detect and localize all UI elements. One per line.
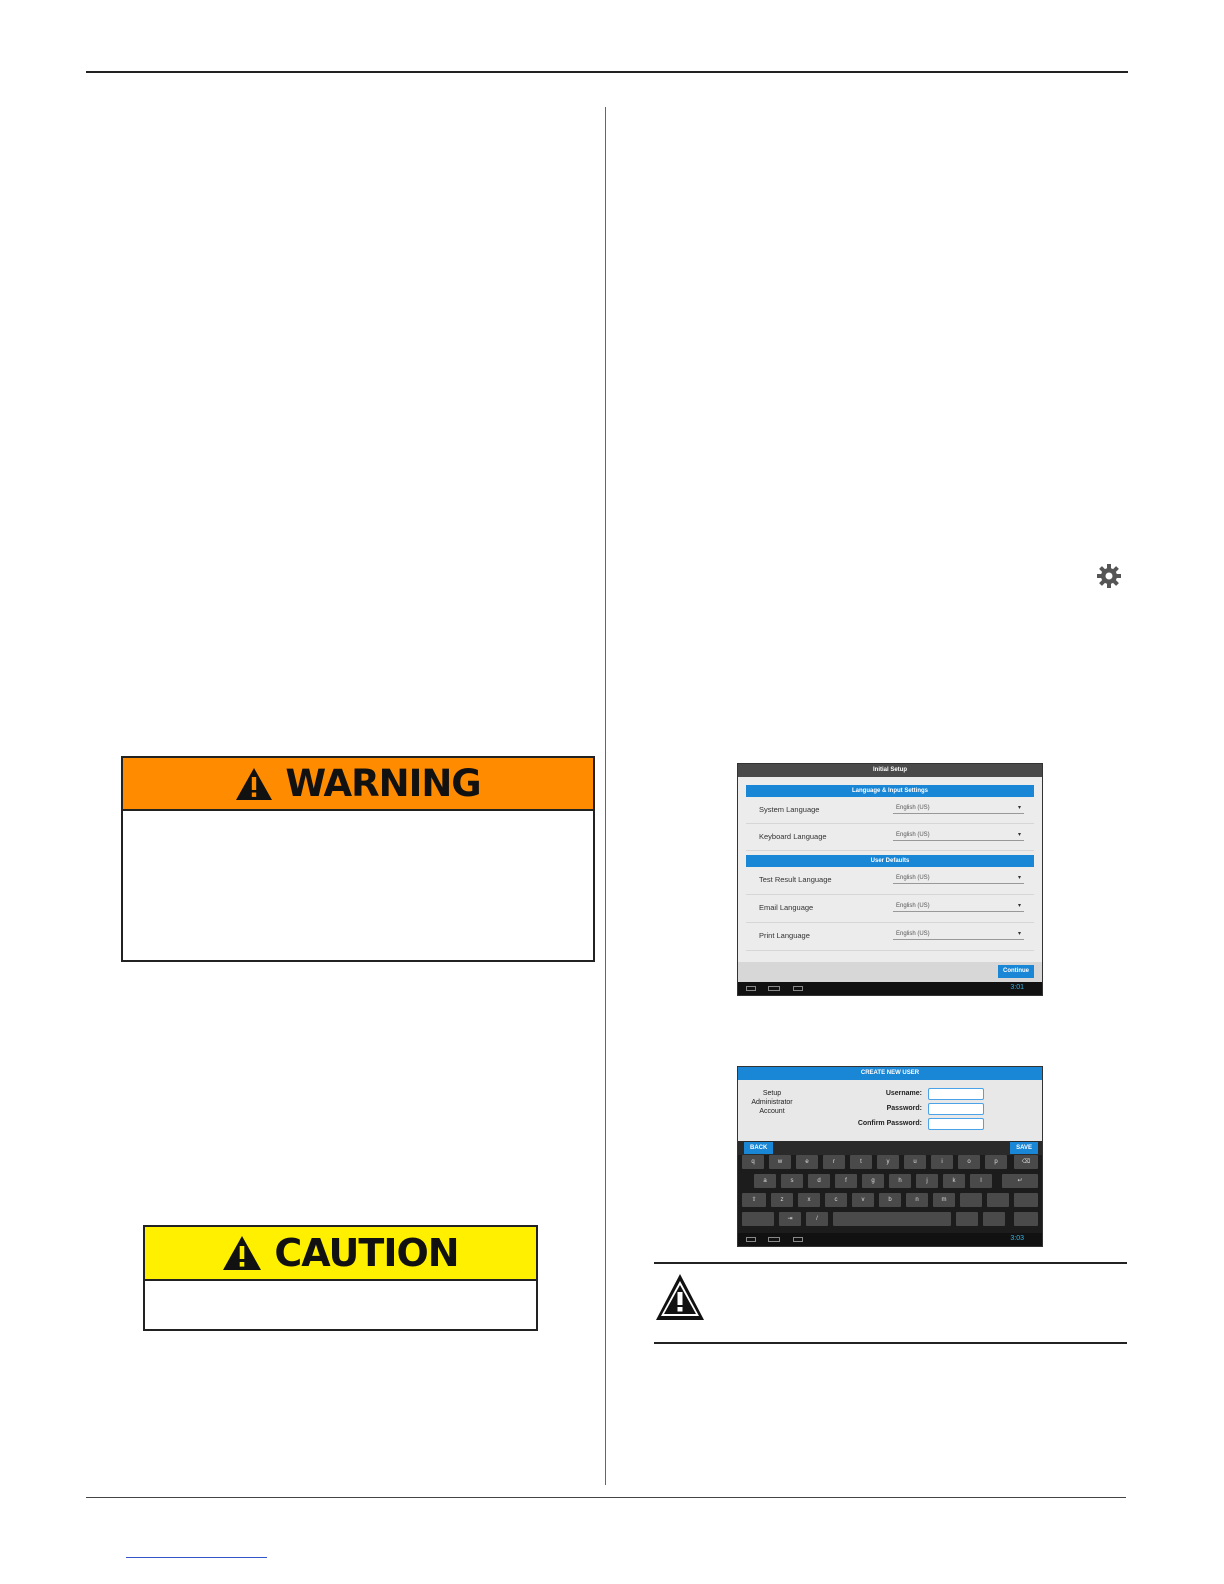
caution-triangle-icon [222,1235,262,1271]
keyboard-hide-icon[interactable] [746,1237,756,1242]
on-screen-keyboard [738,1155,1042,1235]
keyboard-key[interactable]: z [771,1193,793,1207]
setting-row [746,923,1034,951]
password-label: Password: [886,1105,922,1112]
home-nav-icon[interactable] [768,1237,780,1242]
setting-label: System Language [759,805,820,814]
warning-box [121,756,595,962]
gear-icon [1096,563,1122,589]
keyboard-key[interactable]: a [754,1174,776,1188]
keyboard-key[interactable]: s [781,1174,803,1188]
recent-apps-icon[interactable] [793,986,803,991]
caution-triangle-icon [654,1272,706,1322]
keyboard-key[interactable] [960,1193,982,1207]
initial-setup-screenshot [737,763,1043,996]
note-bottom-rule [654,1342,1127,1344]
keyboard-key[interactable]: j [916,1174,938,1188]
setting-label: Keyboard Language [759,832,827,841]
setting-label: Print Language [759,931,810,940]
language-select[interactable]: English (US) ▾ [893,830,1024,841]
keyboard-key[interactable]: h [889,1174,911,1188]
header-rule [86,71,1128,73]
warning-triangle-icon [235,767,273,801]
language-select[interactable]: English (US) ▾ [893,929,1024,940]
keyboard-key[interactable]: e [796,1155,818,1169]
user-defaults-band: User Defaults [746,855,1034,867]
keyboard-key[interactable]: o [958,1155,980,1169]
password-input[interactable] [928,1103,984,1115]
space-key[interactable] [833,1212,951,1226]
recent-apps-icon[interactable] [793,1237,803,1242]
setting-row [746,824,1034,851]
setting-row [746,797,1034,824]
shift-key[interactable]: ⇧ [742,1193,766,1207]
keyboard-key[interactable]: n [906,1193,928,1207]
caution-box [143,1225,538,1331]
keyboard-key[interactable]: i [931,1155,953,1169]
keyboard-key[interactable]: r [823,1155,845,1169]
create-user-screenshot [737,1066,1043,1247]
username-input[interactable] [928,1088,984,1100]
keyboard-key[interactable]: g [862,1174,884,1188]
home-nav-icon[interactable] [768,986,780,991]
keyboard-key[interactable]: p [985,1155,1007,1169]
setting-label: Email Language [759,903,814,912]
save-button[interactable]: SAVE [1010,1142,1038,1154]
confirm-password-input[interactable] [928,1118,984,1130]
keyboard-key[interactable] [983,1212,1005,1226]
keyboard-key[interactable]: y [877,1155,899,1169]
keyboard-key[interactable]: f [835,1174,857,1188]
confirm-password-label: Confirm Password: [857,1120,922,1127]
keyboard-key[interactable]: u [904,1155,926,1169]
keyboard-key[interactable]: c [825,1193,847,1207]
keyboard-key[interactable]: t [850,1155,872,1169]
setting-label: Test Result Language [759,875,832,884]
column-divider [605,107,606,1485]
keyboard-key[interactable]: l [970,1174,992,1188]
symbols-key[interactable] [742,1212,774,1226]
setting-row [746,867,1034,895]
enter-key[interactable]: ↵ [1002,1174,1038,1188]
keyboard-key[interactable]: b [879,1193,901,1207]
warning-header [123,758,593,811]
android-nav-bar [738,1233,1042,1246]
back-nav-icon[interactable] [746,986,756,991]
footer-link-underline[interactable] [126,1557,267,1558]
initial-setup-title: Initial Setup [738,764,1042,777]
keyboard-key[interactable]: x [798,1193,820,1207]
action-bar [738,1141,1042,1155]
status-clock: 3:03 [1010,1235,1024,1242]
caution-label: CAUTION [274,1231,459,1275]
keyboard-key[interactable]: d [808,1174,830,1188]
back-button[interactable]: BACK [744,1142,773,1154]
setup-footer [738,962,1042,982]
keyboard-key[interactable] [1014,1193,1038,1207]
keyboard-key[interactable] [987,1193,1009,1207]
create-user-title: CREATE NEW USER [738,1067,1042,1080]
username-label: Username: [885,1090,922,1097]
keyboard-key[interactable] [956,1212,978,1226]
slash-key[interactable]: / [806,1212,828,1226]
warning-label: WARNING [285,762,481,805]
status-clock: 3:01 [1010,984,1024,991]
keyboard-key[interactable] [1014,1212,1038,1226]
footer-rule [86,1497,1126,1498]
tab-key[interactable]: ⇥ [779,1212,801,1226]
setting-row [746,895,1034,923]
keyboard-key[interactable]: k [943,1174,965,1188]
backspace-key[interactable]: ⌫ [1014,1155,1038,1169]
continue-button[interactable]: Continue [998,965,1034,978]
language-settings-band: Language & Input Settings [746,785,1034,797]
note-top-rule [654,1262,1127,1264]
language-select[interactable]: English (US) ▾ [893,803,1024,814]
keyboard-key[interactable]: m [933,1193,955,1207]
keyboard-key[interactable]: v [852,1193,874,1207]
language-select[interactable]: English (US) ▾ [893,873,1024,884]
language-select[interactable]: English (US) ▾ [893,901,1024,912]
setup-admin-text: Setup Administrator Account [751,1090,793,1115]
caution-header [145,1227,536,1281]
android-nav-bar [738,982,1042,995]
keyboard-key[interactable]: w [769,1155,791,1169]
keyboard-key[interactable]: q [742,1155,764,1169]
